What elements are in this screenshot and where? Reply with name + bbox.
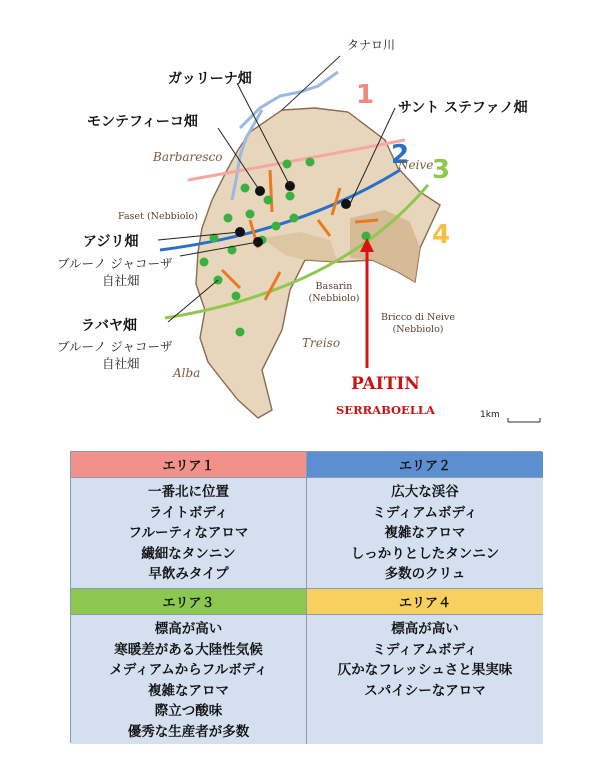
area-2-feature: 広大な渓谷 (391, 484, 459, 500)
area-3-feature: メディアムからフルボディ (109, 662, 268, 678)
place-basarin-name: Basarin (315, 281, 353, 292)
rabaja-owner-label: ブルーノ ジャコーザ (57, 339, 173, 354)
zone-number-4: 4 (432, 220, 451, 250)
area-3-feature: 標高が高い (154, 621, 223, 637)
area-4-feature: スパイシーなアロマ (364, 682, 486, 699)
rabaja-owner-sub-label: 自社畑 (102, 356, 140, 371)
area-1-feature: 繊細なタンニン (141, 545, 236, 562)
area-2-feature: ミディアムボディ (372, 504, 478, 521)
scale-bar (508, 418, 540, 422)
place-alba: Alba (173, 366, 201, 380)
river-pointer (282, 56, 340, 110)
place-treiso: Treiso (302, 336, 341, 350)
area-1-feature: 早飲みタイプ (148, 566, 229, 582)
area-1-features (71, 478, 307, 589)
area-2-feature: 多数のクリュ (384, 566, 466, 582)
scale-label: 1km (480, 410, 500, 420)
vineyard-label-gallina: ガッリーナ畑 (168, 71, 252, 87)
place-faset: Faset (Nebbiolo) (118, 211, 198, 222)
area-1-feature: 一番北に位置 (148, 484, 229, 500)
place-basarin-grape: (Nebbiolo) (308, 293, 360, 304)
area-3-feature: 優秀な生産者が多数 (127, 723, 250, 740)
zone-number-1: 1 (356, 80, 375, 110)
area-2-features (307, 478, 543, 589)
area-4-title: エリア４ (398, 596, 451, 611)
place-basarin (304, 281, 364, 305)
zone-number-2: 2 (391, 140, 410, 170)
area-3-features (71, 615, 307, 744)
area-3-feature: 際立つ酸味 (154, 703, 223, 719)
producer-label: PAITIN (351, 374, 420, 394)
place-bricco-grape: (Nebbiolo) (392, 324, 444, 335)
area-1-feature: ライトボディ (148, 504, 229, 521)
place-bricco-di-neive (378, 312, 458, 336)
area-4-feature: 標高が高い (391, 621, 459, 637)
area-3-feature: 寒暖差がある大陸性気候 (114, 641, 263, 658)
area-4-feature: ミディアムボディ (372, 641, 478, 658)
area-2-title: エリア２ (398, 459, 451, 474)
vineyard-label-montefico: モンテフィーコ畑 (87, 114, 198, 130)
vineyard-label-rabaja: ラバヤ畑 (81, 318, 137, 334)
area-1-feature: フルーティなアロマ (128, 525, 249, 541)
area-4-feature: 仄かなフレッシュさと果実味 (337, 662, 513, 678)
area-2-feature: しっかりとしたタンニン (350, 545, 500, 562)
zone-number-3: 3 (432, 155, 451, 185)
area-2-feature: 複雑なアロマ (384, 525, 466, 541)
area-3-feature: 複雑なアロマ (148, 682, 229, 699)
area-4-features (307, 615, 543, 744)
place-bricco-name: Bricco di Neive (380, 312, 456, 323)
area-3-title: エリア３ (162, 596, 215, 611)
asili-owner-sub-label: 自社畑 (102, 273, 140, 288)
river-label: タナロ川 (347, 38, 396, 52)
producer-vineyard-label: SERRABOELLA (336, 403, 435, 417)
area-4-header (307, 589, 543, 615)
area-2-header (307, 452, 543, 478)
place-neive: Neive (398, 158, 434, 172)
area-1-title: エリア１ (162, 459, 215, 474)
vineyard-label-santo-stefano: サント ステファノ畑 (398, 100, 528, 116)
area-table (70, 451, 542, 743)
vineyard-label-asili: アジリ畑 (83, 234, 139, 250)
area-1-header (71, 452, 307, 478)
place-barbaresco: Barbaresco (153, 150, 223, 164)
asili-owner-label: ブルーノ ジャコーザ (57, 256, 173, 271)
area-3-header (71, 589, 307, 615)
